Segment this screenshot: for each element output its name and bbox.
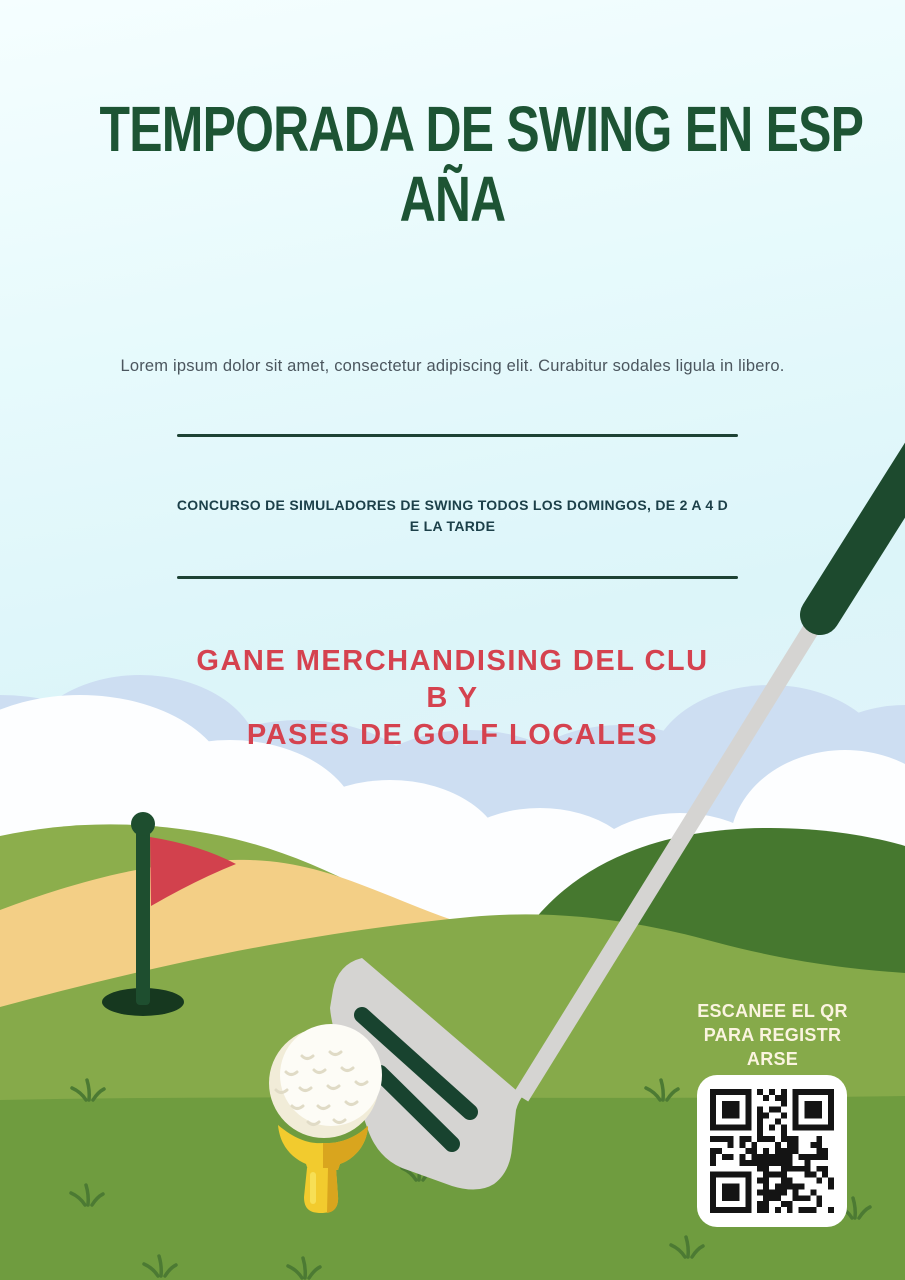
prize-line1: GANE MERCHANDISING DEL CLU	[196, 645, 709, 677]
schedule-line2: E LA TARDE	[409, 518, 496, 534]
page-title-line1: TEMPORADA DE SWING EN ESP	[99, 93, 864, 165]
qr-code-pattern	[710, 1088, 834, 1214]
qr-cta-line1: ESCANEE EL QR	[697, 1001, 848, 1021]
page-title-line2: AÑA	[399, 163, 506, 235]
divider-top	[177, 434, 738, 437]
qr-cta-line2: PARA REGISTR	[703, 1025, 842, 1045]
schedule-line1: CONCURSO DE SIMULADORES DE SWING TODOS LOS DOMINGOS, DE 2 A 4 D	[176, 497, 729, 513]
intro-text: Lorem ipsum dolor sit amet, consectetur adipiscing elit. Curabitur sodales ligula in libero.	[120, 357, 785, 375]
prize-line3: PASES DE GOLF LOCALES	[246, 719, 659, 751]
prize-line2: B Y	[426, 682, 479, 714]
page-title	[0, 94, 905, 234]
qr-cta-text	[660, 999, 885, 1071]
divider-bottom	[177, 576, 738, 579]
prize-text	[0, 643, 905, 754]
qr-code	[697, 1075, 847, 1227]
qr-cta-line3: ARSE	[746, 1049, 799, 1069]
schedule-text	[0, 495, 905, 537]
